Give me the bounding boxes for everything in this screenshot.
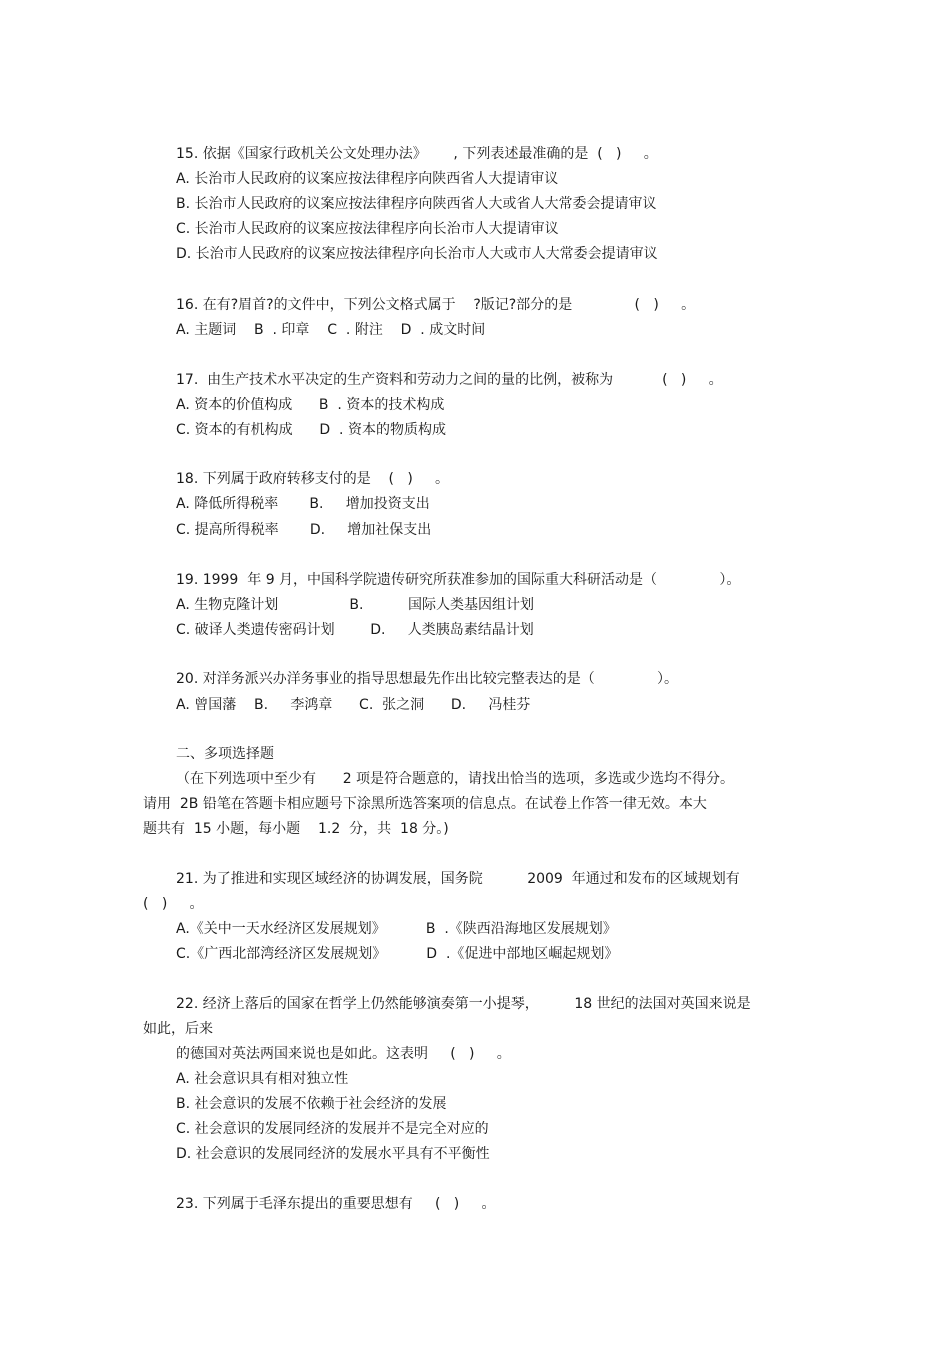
question-19-options-cd: C. 破译人类遗传密码计划 D. 人类胰岛素结晶计划 xyxy=(176,622,534,638)
question-20-options: A. 曾国藩 B. 李鸿章 C. 张之洞 D. 冯桂芬 xyxy=(176,697,531,713)
question-16-stem: 16. 在有?眉首?的文件中，下列公文格式属于 ?版记?部分的是 ( ) 。 xyxy=(176,297,696,313)
question-22-stem-cont: 如此，后来 xyxy=(143,1021,213,1037)
question-22-stem-cont-2: 的德国对英法两国来说也是如此。这表明 ( ) 。 xyxy=(176,1046,511,1062)
question-18-stem: 18. 下列属于政府转移支付的是 ( ) 。 xyxy=(176,471,450,487)
question-22-option-a: A. 社会意识具有相对独立性 xyxy=(176,1071,349,1087)
question-15-option-b: B. 长治市人民政府的议案应按法律程序向陕西省人大或省人大常委会提请审议 xyxy=(176,196,657,212)
section-instructions-line-1: （在下列选项中至少有 2 项是符合题意的，请找出恰当的选项，多选或少选均不得分。 xyxy=(176,771,735,787)
question-18-options-cd: C. 提高所得税率 D. 增加社保支出 xyxy=(176,522,432,538)
question-15-option-d: D. 长治市人民政府的议案应按法律程序向长治市人大或市人大常委会提请审议 xyxy=(176,246,658,262)
question-20-stem: 20. 对洋务派兴办洋务事业的指导思想最先作出比较完整表达的是（ ）。 xyxy=(176,671,679,687)
section-heading-multiple-choice: 二、多项选择题 xyxy=(176,746,274,762)
question-16-options: A. 主题词 B . 印章 C . 附注 D . 成文时间 xyxy=(176,322,486,338)
question-21-options-cd: C.《广西北部湾经济区发展规划》 D .《促进中部地区崛起规划》 xyxy=(176,946,619,962)
question-15-option-c: C. 长治市人民政府的议案应按法律程序向长治市人大提请审议 xyxy=(176,221,559,237)
question-22-option-d: D. 社会意识的发展同经济的发展水平具有不平衡性 xyxy=(176,1146,490,1162)
question-22-option-b: B. 社会意识的发展不依赖于社会经济的发展 xyxy=(176,1096,447,1112)
section-instructions-line-3: 题共有 15 小题，每小题 1.2 分，共 18 分。) xyxy=(143,821,449,837)
question-17-stem: 17. 由生产技术水平决定的生产资料和劳动力之间的量的比例，被称为 ( ) 。 xyxy=(176,372,723,388)
question-19-options-ab: A. 生物克隆计划 B. 国际人类基因组计划 xyxy=(176,597,534,613)
question-21-stem: 21. 为了推进和实现区域经济的协调发展，国务院 2009 年通过和发布的区域规划有 xyxy=(176,871,740,887)
question-23-stem: 23. 下列属于毛泽东提出的重要思想有 ( ) 。 xyxy=(176,1196,496,1212)
section-instructions-line-2: 请用 2B 铅笔在答题卡相应题号下涂黑所选答案项的信息点。在试卷上作答一律无效。本大 xyxy=(143,796,707,812)
question-22-stem: 22. 经济上落后的国家在哲学上仍然能够演奏第一小提琴， 18 世纪的法国对英国来说是 xyxy=(176,996,751,1012)
question-21-options-ab: A.《关中一天水经济区发展规划》 B .《陕西沿海地区发展规划》 xyxy=(176,921,617,937)
question-15-stem: 15. 依据《国家行政机关公文处理办法》 , 下列表述最准确的是 ( ) 。 xyxy=(176,146,658,162)
question-17-options-ab: A. 资本的价值构成 B . 资本的技术构成 xyxy=(176,397,445,413)
question-15-option-a: A. 长治市人民政府的议案应按法律程序向陕西省人大提请审议 xyxy=(176,171,559,187)
question-21-stem-cont: ( ) 。 xyxy=(143,896,204,912)
question-19-stem: 19. 1999 年 9 月，中国科学院遗传研究所获准参加的国际重大科研活动是（ ）。 xyxy=(176,572,741,588)
question-18-options-ab: A. 降低所得税率 B. 增加投资支出 xyxy=(176,496,430,512)
question-22-option-c: C. 社会意识的发展同经济的发展并不是完全对应的 xyxy=(176,1121,489,1137)
question-17-options-cd: C. 资本的有机构成 D . 资本的物质构成 xyxy=(176,422,446,438)
